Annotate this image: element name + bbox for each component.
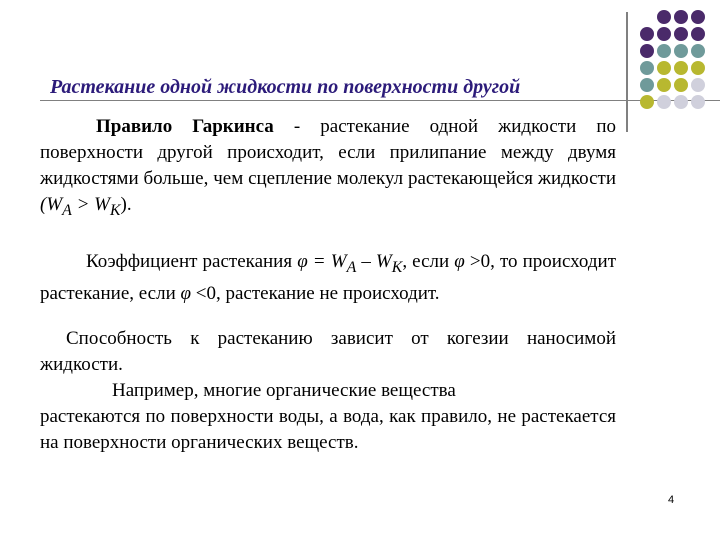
rule-paragraph xyxy=(40,114,616,224)
coef-phi-2: φ xyxy=(454,251,465,272)
decorative-dot xyxy=(691,44,705,58)
dependence-line-2: Например, многие органические вещества xyxy=(112,380,456,401)
page-number: 4 xyxy=(668,494,675,506)
decorative-dot xyxy=(640,95,654,109)
formula-sub-a: A xyxy=(62,201,72,219)
decorative-dot xyxy=(657,95,671,109)
decorative-dot xyxy=(691,10,705,24)
decorative-horizontal-line xyxy=(40,100,720,101)
formula-mid: > W xyxy=(71,194,110,215)
coef-sub-a: A xyxy=(346,258,357,276)
rule-text: - растекание одной жидкости по поверхности другой происходит, если прилипание между двумя жидкостями больше, чем сцепление молекул растекающейся жидкости xyxy=(40,116,616,189)
decorative-dot xyxy=(640,78,654,92)
coef-text-2: , если xyxy=(402,251,455,272)
coef-text-1: Коэффициент растекания xyxy=(86,251,298,272)
decorative-dot xyxy=(691,27,705,41)
formula-close: ). xyxy=(120,194,132,215)
decorative-dot xyxy=(674,78,688,92)
coefficient-paragraph xyxy=(40,249,616,307)
coef-text-3: >0, то происходит растекание, если xyxy=(40,251,617,304)
decorative-dot xyxy=(691,61,705,75)
decorative-dot xyxy=(674,44,688,58)
formula-open: (W xyxy=(40,194,63,215)
decorative-dot xyxy=(674,10,688,24)
decorative-dot xyxy=(691,78,705,92)
coef-eq: = W xyxy=(307,251,347,272)
decorative-dot xyxy=(657,78,671,92)
decorative-dot xyxy=(657,10,671,24)
decorative-dot xyxy=(691,95,705,109)
slide-title: Растекание одной жидкости по поверхности другой xyxy=(50,76,521,98)
decorative-dot xyxy=(657,61,671,75)
formula-sub-k: K xyxy=(109,201,121,219)
decorative-dot xyxy=(674,95,688,109)
dependence-line-3: растекаются по поверхности воды, а вода, как правило, не растекается на поверхности органических веществ. xyxy=(40,406,616,453)
coef-phi-3: φ xyxy=(180,282,192,304)
coef-phi-1: φ xyxy=(297,251,308,272)
coef-text-4: <0, растекание не происходит. xyxy=(191,282,440,304)
decorative-dot xyxy=(640,44,654,58)
decorative-dot xyxy=(640,61,654,75)
dependence-line-1: Способность к растеканию зависит от когезии наносимой жидкости. xyxy=(40,328,616,375)
rule-name: Правило Гаркинса xyxy=(96,116,274,137)
coef-sub-k: K xyxy=(391,258,403,276)
dependence-paragraph xyxy=(40,326,616,456)
decorative-dot xyxy=(674,27,688,41)
coef-minus: – W xyxy=(356,251,392,272)
decorative-dot xyxy=(674,61,688,75)
decorative-vertical-line xyxy=(626,12,628,132)
decorative-dot xyxy=(657,27,671,41)
decorative-dot xyxy=(640,27,654,41)
decorative-dot xyxy=(657,44,671,58)
